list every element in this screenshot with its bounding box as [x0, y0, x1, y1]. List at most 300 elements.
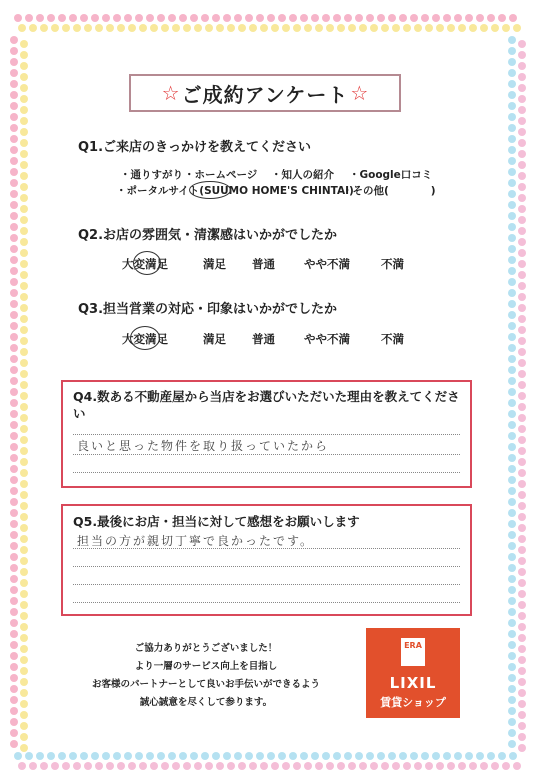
q1-option[interactable]: ・Google口コミ: [349, 169, 433, 181]
logo-brand: LIXIL: [389, 674, 437, 692]
border-dot: [216, 762, 224, 770]
border-dot: [20, 183, 28, 191]
border-dot: [518, 282, 526, 290]
selection-circle: [133, 251, 161, 275]
border-dot: [508, 223, 516, 231]
border-dot: [518, 84, 526, 92]
border-dot: [498, 752, 506, 760]
border-dot: [388, 752, 396, 760]
q3-rating[interactable]: 普通: [252, 332, 275, 346]
border-dot: [20, 667, 28, 675]
border-dot: [20, 546, 28, 554]
border-dot: [128, 762, 136, 770]
star-icon: ☆: [350, 81, 369, 105]
border-dot: [20, 678, 28, 686]
border-dot: [491, 762, 499, 770]
border-dot: [20, 73, 28, 81]
border-dot: [10, 630, 18, 638]
border-dot: [326, 762, 334, 770]
border-dot: [10, 124, 18, 132]
selection-circle: [189, 181, 231, 199]
border-dot: [20, 733, 28, 741]
border-dot: [518, 436, 526, 444]
border-dot: [421, 14, 429, 22]
border-dot: [20, 436, 28, 444]
border-dot: [289, 14, 297, 22]
footer-line: より一層のサービス向上を目指し: [134, 661, 278, 672]
border-dot: [20, 216, 28, 224]
border-dot: [508, 201, 516, 209]
border-dot: [414, 762, 422, 770]
border-dot: [20, 205, 28, 213]
q3-rating[interactable]: 不満: [381, 332, 404, 346]
border-dot: [20, 392, 28, 400]
border-dot: [135, 14, 143, 22]
border-dot: [508, 410, 516, 418]
border-dot: [10, 641, 18, 649]
border-dot: [370, 24, 378, 32]
border-dot: [10, 278, 18, 286]
border-dot: [20, 260, 28, 268]
border-dot: [518, 381, 526, 389]
border-dot: [73, 762, 81, 770]
border-dot: [10, 311, 18, 319]
border-dot: [20, 634, 28, 642]
border-dot: [508, 300, 516, 308]
border-dot: [10, 520, 18, 528]
border-dot: [410, 752, 418, 760]
border-dot: [518, 348, 526, 356]
border-dot: [344, 14, 352, 22]
border-dot: [508, 124, 516, 132]
border-dot: [487, 752, 495, 760]
border-dot: [508, 157, 516, 165]
border-dot: [508, 69, 516, 77]
border-dot: [518, 744, 526, 752]
border-dot: [20, 612, 28, 620]
border-dot: [518, 106, 526, 114]
border-dot: [377, 752, 385, 760]
border-dot: [518, 590, 526, 598]
border-dot: [476, 752, 484, 760]
border-dot: [508, 740, 516, 748]
border-dot: [216, 24, 224, 32]
border-dot: [293, 762, 301, 770]
border-dot: [117, 762, 125, 770]
border-dot: [10, 157, 18, 165]
border-dot: [10, 454, 18, 462]
border-dot: [20, 337, 28, 345]
border-dot: [10, 245, 18, 253]
border-dot: [518, 62, 526, 70]
border-dot: [518, 546, 526, 554]
footer-line: 誠心誠意を尽くして参ります。: [139, 697, 273, 708]
border-dot: [20, 425, 28, 433]
border-dot: [10, 619, 18, 627]
border-dot: [311, 14, 319, 22]
border-dot: [10, 223, 18, 231]
border-dot: [201, 14, 209, 22]
border-dot: [212, 14, 220, 22]
border-dot: [508, 553, 516, 561]
border-dot: [36, 14, 44, 22]
border-dot: [256, 752, 264, 760]
border-dot: [69, 752, 77, 760]
border-dot: [10, 729, 18, 737]
border-dot: [201, 752, 209, 760]
border-dot: [518, 458, 526, 466]
border-dot: [518, 73, 526, 81]
border-dot: [513, 24, 521, 32]
border-dot: [20, 348, 28, 356]
border-dot: [518, 249, 526, 257]
border-dot: [518, 480, 526, 488]
border-dot: [20, 117, 28, 125]
border-dot: [337, 762, 345, 770]
border-dot: [227, 24, 235, 32]
q2-rating[interactable]: 不満: [381, 257, 404, 271]
border-dot: [20, 656, 28, 664]
border-dot: [10, 663, 18, 671]
border-dot: [333, 752, 341, 760]
border-dot: [518, 150, 526, 158]
border-dot: [58, 752, 66, 760]
border-dot: [135, 752, 143, 760]
border-dot: [20, 161, 28, 169]
border-dot: [40, 762, 48, 770]
border-dot: [518, 513, 526, 521]
border-dot: [508, 344, 516, 352]
border-dot: [508, 718, 516, 726]
era-emblem-icon: ERA: [401, 638, 425, 666]
border-dot: [518, 293, 526, 301]
border-dot: [10, 179, 18, 187]
border-dot: [80, 752, 88, 760]
border-dot: [518, 40, 526, 48]
border-dot: [10, 718, 18, 726]
border-dot: [10, 597, 18, 605]
border-dot: [403, 24, 411, 32]
border-dot: [20, 315, 28, 323]
border-dot: [205, 24, 213, 32]
border-dot: [425, 24, 433, 32]
border-dot: [20, 458, 28, 466]
border-dot: [508, 36, 516, 44]
border-dot: [315, 24, 323, 32]
border-dot: [10, 399, 18, 407]
border-dot: [29, 24, 37, 32]
border-dot: [73, 24, 81, 32]
border-dot: [508, 498, 516, 506]
border-dot: [20, 359, 28, 367]
border-dot: [432, 14, 440, 22]
border-dot: [84, 24, 92, 32]
q1-option[interactable]: ・通りすがり: [120, 169, 183, 181]
border-dot: [183, 24, 191, 32]
border-dot: [20, 513, 28, 521]
border-dot: [454, 752, 462, 760]
border-dot: [508, 575, 516, 583]
q2-rating[interactable]: 普通: [252, 257, 275, 271]
border-dot: [10, 267, 18, 275]
border-dot: [223, 752, 231, 760]
border-dot: [29, 762, 37, 770]
border-dot: [10, 58, 18, 66]
border-dot: [508, 729, 516, 737]
border-dot: [518, 392, 526, 400]
border-dot: [518, 722, 526, 730]
border-dot: [333, 14, 341, 22]
border-dot: [10, 586, 18, 594]
border-dot: [508, 245, 516, 253]
border-dot: [458, 24, 466, 32]
border-dot: [102, 752, 110, 760]
footer-line: ご協力ありがとうございました！: [134, 643, 278, 654]
border-dot: [10, 487, 18, 495]
border-dot: [518, 557, 526, 565]
border-dot: [300, 14, 308, 22]
border-dot: [392, 762, 400, 770]
border-dot: [508, 707, 516, 715]
border-dot: [508, 135, 516, 143]
border-dot: [399, 752, 407, 760]
border-dot: [480, 24, 488, 32]
border-dot: [25, 14, 33, 22]
border-dot: [172, 762, 180, 770]
border-dot: [508, 652, 516, 660]
border-dot: [36, 752, 44, 760]
border-dot: [518, 568, 526, 576]
border-dot: [509, 752, 517, 760]
border-dot: [10, 355, 18, 363]
border-dot: [20, 579, 28, 587]
border-dot: [10, 410, 18, 418]
border-dot: [518, 447, 526, 455]
border-dot: [518, 51, 526, 59]
border-dot: [518, 733, 526, 741]
border-dot: [508, 311, 516, 319]
border-dot: [518, 194, 526, 202]
border-dot: [508, 421, 516, 429]
border-dot: [20, 403, 28, 411]
border-dot: [40, 24, 48, 32]
border-dot: [146, 14, 154, 22]
border-dot: [10, 509, 18, 517]
border-dot: [518, 623, 526, 631]
border-dot: [518, 502, 526, 510]
border-dot: [403, 762, 411, 770]
border-dot: [465, 14, 473, 22]
answer-line: [73, 584, 460, 585]
border-dot: [51, 762, 59, 770]
border-dot: [10, 102, 18, 110]
border-dot: [20, 535, 28, 543]
border-dot: [502, 24, 510, 32]
border-dot: [518, 326, 526, 334]
border-dot: [102, 14, 110, 22]
border-dot: [106, 24, 114, 32]
border-dot: [518, 656, 526, 664]
border-dot: [179, 752, 187, 760]
border-dot: [480, 762, 488, 770]
q1-option[interactable]: ・ホームページ: [184, 169, 258, 181]
border-dot: [91, 14, 99, 22]
border-dot: [20, 568, 28, 576]
border-dot: [10, 498, 18, 506]
border-dot: [508, 91, 516, 99]
border-dot: [509, 14, 517, 22]
border-dot: [399, 14, 407, 22]
border-dot: [10, 542, 18, 550]
border-dot: [20, 645, 28, 653]
border-dot: [161, 24, 169, 32]
border-dot: [10, 685, 18, 693]
border-dot: [10, 696, 18, 704]
border-dot: [51, 24, 59, 32]
border-dot: [518, 469, 526, 477]
border-dot: [20, 194, 28, 202]
border-dot: [10, 91, 18, 99]
q3-rating[interactable]: 満足: [203, 332, 226, 346]
border-dot: [414, 24, 422, 32]
border-dot: [508, 80, 516, 88]
border-dot: [20, 623, 28, 631]
border-dot: [117, 24, 125, 32]
border-dot: [518, 315, 526, 323]
border-dot: [194, 762, 202, 770]
border-dot: [458, 762, 466, 770]
border-dot: [518, 271, 526, 279]
q1-option[interactable]: ・知人の紹介: [271, 169, 334, 181]
q5-answer[interactable]: 担当の方が親切丁寧で良かったです。: [77, 534, 315, 548]
border-dot: [304, 762, 312, 770]
border-dot: [518, 579, 526, 587]
border-dot: [62, 24, 70, 32]
star-icon: ☆: [161, 81, 180, 105]
border-dot: [20, 381, 28, 389]
border-dot: [80, 14, 88, 22]
border-dot: [20, 40, 28, 48]
title-box: [129, 74, 401, 112]
border-dot: [518, 524, 526, 532]
border-dot: [518, 260, 526, 268]
q3-rating[interactable]: 大変満足: [122, 332, 168, 346]
border-dot: [508, 542, 516, 550]
border-dot: [157, 14, 165, 22]
border-dot: [508, 399, 516, 407]
border-dot: [20, 711, 28, 719]
border-dot: [20, 524, 28, 532]
border-dot: [10, 608, 18, 616]
q4-answer[interactable]: 良いと思った物件を取り扱っていたから: [77, 439, 330, 453]
border-dot: [20, 480, 28, 488]
border-dot: [293, 24, 301, 32]
border-dot: [10, 553, 18, 561]
q2-heading: Q2.お店の雰囲気・清潔感はいかがでしたか: [78, 228, 338, 243]
border-dot: [18, 762, 26, 770]
border-dot: [10, 322, 18, 330]
border-dot: [513, 762, 521, 770]
border-dot: [282, 762, 290, 770]
border-dot: [508, 465, 516, 473]
border-dot: [20, 491, 28, 499]
border-dot: [245, 14, 253, 22]
border-dot: [508, 487, 516, 495]
border-dot: [518, 128, 526, 136]
q3-heading: Q3.担当営業の対応・印象はいかがでしたか: [78, 302, 338, 317]
border-dot: [508, 146, 516, 154]
q3-rating[interactable]: やや不満: [304, 332, 350, 346]
border-dot: [311, 752, 319, 760]
border-dot: [194, 24, 202, 32]
border-dot: [20, 51, 28, 59]
border-dot: [508, 630, 516, 638]
border-dot: [172, 24, 180, 32]
q2-rating[interactable]: やや不満: [304, 257, 350, 271]
border-dot: [508, 256, 516, 264]
border-dot: [10, 234, 18, 242]
border-dot: [508, 443, 516, 451]
border-dot: [518, 227, 526, 235]
border-dot: [508, 564, 516, 572]
border-dot: [518, 403, 526, 411]
border-dot: [10, 333, 18, 341]
border-dot: [10, 113, 18, 121]
border-dot: [518, 425, 526, 433]
border-dot: [508, 366, 516, 374]
border-dot: [508, 234, 516, 242]
border-dot: [508, 102, 516, 110]
border-dot: [508, 179, 516, 187]
border-dot: [20, 95, 28, 103]
border-dot: [421, 752, 429, 760]
border-dot: [508, 212, 516, 220]
border-dot: [20, 271, 28, 279]
border-dot: [20, 227, 28, 235]
border-dot: [10, 432, 18, 440]
border-dot: [476, 14, 484, 22]
border-dot: [322, 14, 330, 22]
border-dot: [487, 14, 495, 22]
border-dot: [508, 113, 516, 121]
q2-rating[interactable]: 大変満足: [122, 257, 168, 271]
border-dot: [168, 14, 176, 22]
border-dot: [267, 752, 275, 760]
border-dot: [18, 24, 26, 32]
border-dot: [25, 752, 33, 760]
border-dot: [20, 447, 28, 455]
q1-heading: Q1.ご来店のきっかけを教えてください: [78, 140, 312, 155]
border-dot: [157, 752, 165, 760]
border-dot: [10, 201, 18, 209]
border-dot: [271, 762, 279, 770]
border-dot: [10, 256, 18, 264]
border-dot: [20, 722, 28, 730]
border-dot: [518, 359, 526, 367]
q1-option[interactable]: ・ポータルサイト(SUUMO HOME'S CHINTAI): [116, 185, 354, 197]
border-dot: [91, 752, 99, 760]
border-dot: [304, 24, 312, 32]
q2-rating[interactable]: 満足: [203, 257, 226, 271]
border-dot: [344, 752, 352, 760]
border-dot: [245, 752, 253, 760]
border-dot: [508, 388, 516, 396]
q1-option[interactable]: ・その他( ): [342, 185, 436, 197]
border-dot: [260, 24, 268, 32]
border-dot: [337, 24, 345, 32]
border-dot: [10, 168, 18, 176]
answer-line: [73, 472, 460, 473]
